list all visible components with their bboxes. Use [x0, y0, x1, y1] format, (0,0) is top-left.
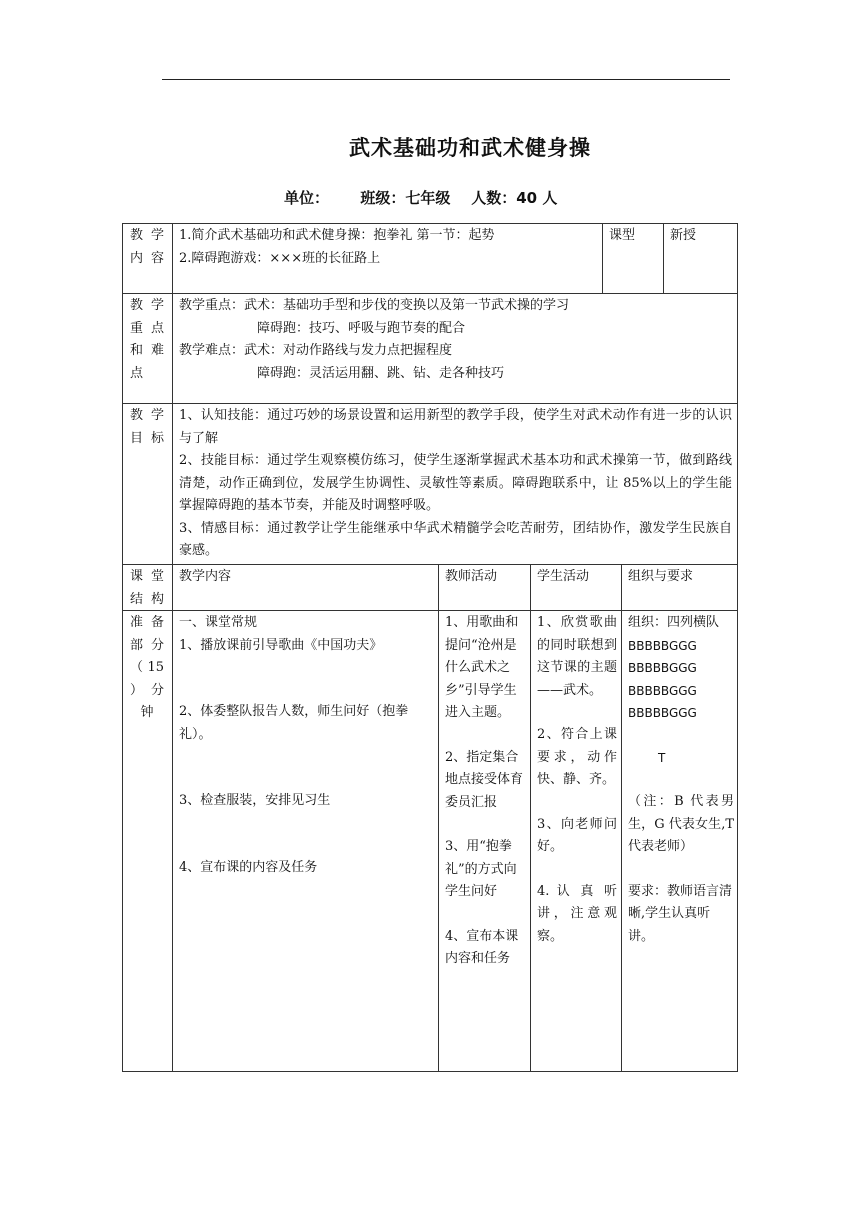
lesson-plan-table [122, 223, 738, 1071]
preparation-content-cell [179, 612, 435, 879]
teacher-activity: 4、宣布本课内容和任务 [445, 928, 519, 966]
content-item: 4、宣布课的内容及任务 [179, 859, 318, 875]
row-header-structure: 课堂 结构 [130, 569, 164, 607]
objectives-cell [179, 405, 732, 563]
formation-row: BBBBBGGG [628, 638, 697, 653]
student-activity: 2、符合上课要求，动作快、静、齐。 [537, 727, 617, 787]
objective-paragraph: 1、认知技能：通过巧妙的场景设置和运用新型的教学手段，使学生对武术动作有进一步的认识与了解 [179, 408, 732, 446]
lesson-type-label: 课型 [609, 228, 636, 243]
student-activity: 3、向老师问好。 [537, 816, 617, 854]
formation-row: BBBBBGGG [628, 706, 697, 720]
row-header-objectives: 教学 目标 [130, 408, 164, 446]
key-point-line: 教学重点：武术：基础功手型和步伐的变换以及第一节武术操的学习 [179, 298, 570, 313]
row-header-preparation: 准备 部分 （15 ）分 钟 [130, 615, 164, 720]
content-line: 1.简介武术基础功和武术健身操：抱拳礼 第一节：起势 [179, 228, 495, 243]
document-title: 武术基础功和武术健身操 [349, 136, 591, 160]
column-header-student: 学生活动 [537, 569, 590, 584]
student-activity: 1、欣赏歌曲的同时联想到这节课的主题——武术。 [537, 615, 617, 698]
key-difficult-cell [179, 295, 729, 385]
content-item: 一、课堂常规 [179, 615, 258, 630]
column-header-organization: 组织与要求 [628, 569, 694, 584]
header-rule [162, 79, 730, 80]
column-header-content: 教学内容 [179, 569, 232, 584]
column-header-teacher: 教师活动 [445, 569, 498, 584]
content-item: 1、播放课前引导歌曲《中国功夫》 [179, 637, 383, 653]
formation-row: BBBBBGGG [628, 683, 697, 698]
formation-row: BBBBBGGG [628, 661, 697, 675]
content-item: 3、检查服装，安排见习生 [179, 793, 331, 808]
formation-label: 组织：四列横队 [628, 615, 720, 630]
requirement-text: 要求：教师语言清晰,学生认真听讲。 [628, 883, 733, 944]
difficult-point-line: 教学难点：武术：对动作路线与发力点把握程度 [179, 343, 453, 358]
student-activity-cell [537, 612, 617, 948]
objective-paragraph: 3、情感目标：通过教学让学生能继承中华武术精髓学会吃苦耐劳，团结协作，激发学生民族自豪感。 [179, 520, 732, 558]
teacher-position-mark: T [658, 750, 666, 765]
content-line: 2.障碍跑游戏：×××班的长征路上 [179, 250, 381, 266]
row-header-key-difficult: 教学 重点 和难 点 [130, 298, 164, 381]
objective-paragraph: 2、技能目标：通过学生观察模仿练习，使学生逐渐掌握武术基本功和武术操第一节，做到路线清楚，动作正确到位，发展学生协调性、灵敏性等素质。障碍跑联系中，让 85%以上的学生能掌握障碍跑的基本节奏，并能及时调整呼吸。 [179, 453, 732, 513]
lesson-type-value: 新授 [670, 228, 697, 243]
student-activity: 4. 认 真 听讲，注意观察。 [537, 883, 617, 944]
teacher-activity: 2、指定集合地点接受体育委员汇报 [445, 749, 524, 810]
row-header-teaching-content: 教学 内容 [130, 228, 164, 266]
teacher-activity: 3、用“抱拳礼”的方式向学生问好 [445, 839, 517, 899]
organization-cell [628, 612, 734, 948]
teaching-content-cell [179, 225, 599, 270]
difficult-point-line: 障碍跑：灵活运用翻、跳、钻、走各种技巧 [257, 365, 505, 381]
formation-note: （注：B 代表男生，G 代表女生,T代表老师） [628, 794, 734, 854]
teacher-activity-cell [445, 612, 525, 971]
content-item: 2、体委整队报告人数，师生问好（抱拳礼）。 [179, 704, 409, 742]
teacher-activity: 1、用歌曲和提问“沧州是什么武术之乡”引导学生进入主题。 [445, 615, 519, 720]
key-point-line: 障碍跑：技巧、呼吸与跑节奏的配合 [257, 320, 466, 336]
document-subtitle: 单位： 班级：七年级 人数：40 人 [284, 189, 558, 207]
